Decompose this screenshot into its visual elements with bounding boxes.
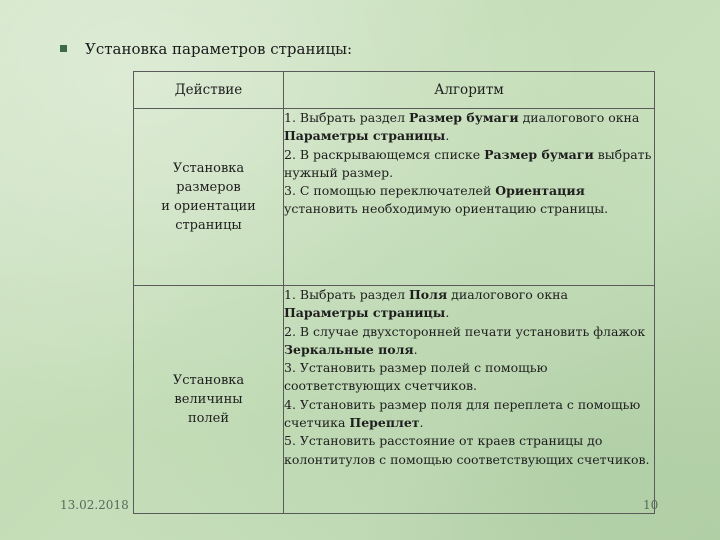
step-text: 3. Установить размер полей с помощью соответствующих счетчиков. [284,360,548,394]
algorithm-step [284,323,654,360]
step-text: выбрать нужный размер. [284,146,652,180]
bold-term: Размер бумаги [484,146,594,162]
instructions-table [133,71,655,514]
step-text: диалогового окна [518,110,640,125]
bold-term: Размер бумаги [409,110,519,125]
action-line: величины [174,392,243,407]
step-text: . [445,305,450,321]
action-line: размеров [176,180,241,195]
step-text: 1. Выбрать раздел [284,110,409,125]
algorithm-step [284,432,654,469]
action-line: полей [187,411,230,426]
algorithm-step [284,109,654,146]
bold-term: Переплет [349,415,420,431]
step-text: . [419,415,424,431]
bold-term: Ориентация [495,183,585,199]
slide-title: Установка параметров страницы: [85,40,353,58]
step-text: установить необходимую ориентацию страницы. [284,201,609,217]
table-row [134,109,655,286]
bold-term: Параметры страницы [284,128,446,144]
action-line: Установка [172,373,245,388]
title-line [60,40,352,58]
algorithm-step [284,286,654,323]
step-text: 4. Установить размер поля для переплета с помощью счетчика [284,396,641,431]
footer-date: 13.02.2018 [60,498,129,512]
header-algorithm: Алгоритм [284,72,655,109]
page-number: 10 [643,498,659,512]
step-text: диалогового окна [447,287,568,302]
algorithm-step [284,182,654,219]
algorithm-step [284,396,654,433]
bold-term: Поля [409,287,448,302]
step-text: 3. С помощью переключателей [284,183,496,199]
algorithm-cell [284,109,655,286]
step-text: 5. Установить расстояние от краев страницы до колонтитулов с помощью соответствующих счетчиков. [284,433,650,467]
algorithm-step [284,146,654,183]
action-line: Установка [172,161,245,176]
header-action: Действие [134,72,284,109]
square-bullet-icon [60,45,67,52]
action-line: страницы [175,218,242,233]
step-text: 2. В случае двухсторонней печати установить флажок [284,323,646,339]
bold-term: Зеркальные поля [284,341,414,357]
table-header-row [134,72,655,109]
bold-term: Параметры страницы [284,305,446,321]
algorithm-cell [284,286,655,514]
action-cell [134,286,284,514]
step-text: 2. В раскрывающемся списке [284,146,485,162]
action-cell [134,109,284,286]
step-text: 1. Выбрать раздел [284,287,409,302]
algorithm-step [284,359,654,396]
action-line: и ориентации [161,199,256,214]
step-text: . [413,341,418,357]
table-row [134,286,655,514]
step-text: . [445,128,450,144]
